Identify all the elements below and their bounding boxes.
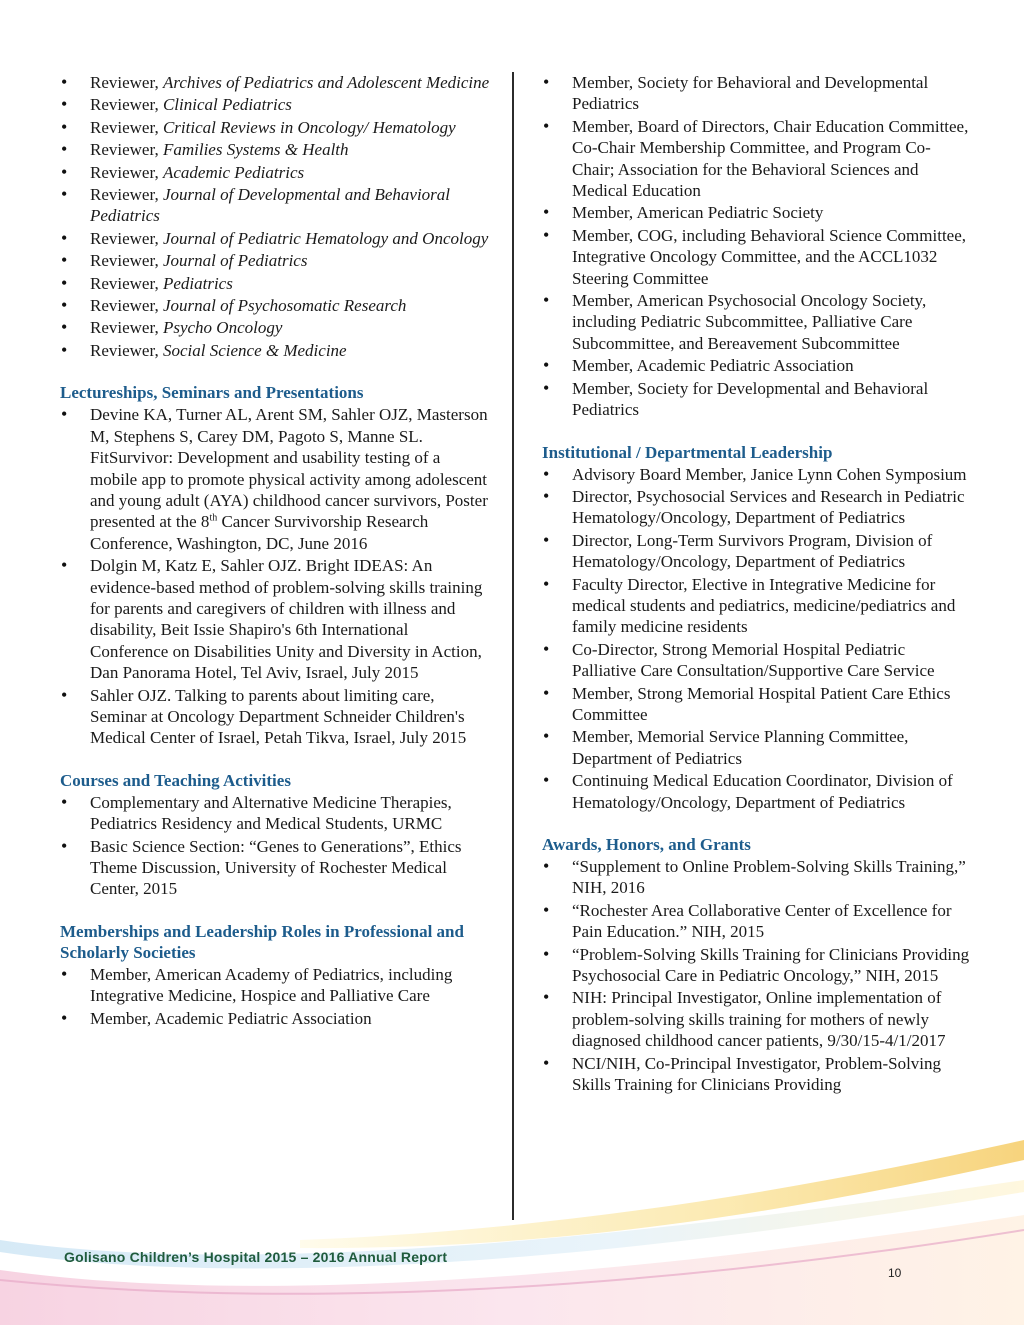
section-heading-courses: Courses and Teaching Activities (60, 770, 291, 790)
list-item: • NIH: Principal Investigator, Online implementation of problem-solving skills training for mothers of newly diagnosed childhood cancer patients, 9/30/15-4/1/2017 (542, 987, 972, 1051)
right-column (542, 72, 972, 1096)
list-item: • Reviewer, Journal of Pediatric Hematology and Oncology (60, 228, 490, 249)
list-item: • Member, Academic Pediatric Association (60, 1008, 490, 1029)
list-item: • Director, Psychosocial Services and Research in Pediatric Hematology/Oncology, Department of Pediatrics (542, 486, 972, 529)
list-item: • Advisory Board Member, Janice Lynn Cohen Symposium (542, 464, 972, 485)
memberships-list-left (60, 964, 490, 1029)
list-item: • Reviewer, Critical Reviews in Oncology/ Hematology (60, 117, 490, 138)
list-item: • Member, Society for Developmental and Behavioral Pediatrics (542, 378, 972, 421)
lectureships-list (60, 404, 490, 749)
list-item: • Devine KA, Turner AL, Arent SM, Sahler OJZ, Masterson M, Stephens S, Carey DM, Pagoto S, Manne SL. FitSurvivor: Development and usability testing of a mobile app to promote physical activity among adolescent and young adult (AYA) childhood cancer survivors, Poster presented at the 8th Cancer Survivorship Research Conference, Washington, DC, June 2016 (60, 404, 490, 554)
list-item: • Reviewer, Academic Pediatrics (60, 162, 490, 183)
reviewer-list (60, 72, 490, 361)
column-divider (512, 72, 514, 1220)
institutional-list (542, 464, 972, 814)
list-item: • Reviewer, Journal of Psychosomatic Research (60, 295, 490, 316)
list-item: • Reviewer, Clinical Pediatrics (60, 94, 490, 115)
list-item: • Continuing Medical Education Coordinator, Division of Hematology/Oncology, Department of Pediatrics (542, 770, 972, 813)
list-item: • Reviewer, Families Systems & Health (60, 139, 490, 160)
list-item: • “Rochester Area Collaborative Center of Excellence for Pain Education.” NIH, 2015 (542, 900, 972, 943)
awards-list (542, 856, 972, 1095)
list-item: • Member, Memorial Service Planning Committee, Department of Pediatrics (542, 726, 972, 769)
memberships-list-right (542, 72, 972, 421)
list-item: • Member, Society for Behavioral and Developmental Pediatrics (542, 72, 972, 115)
footer-report-title: Golisano Children’s Hospital 2015 – 2016 Annual Report (64, 1249, 448, 1265)
list-item: • NCI/NIH, Co-Principal Investigator, Problem-Solving Skills Training for Clinicians Providing (542, 1053, 972, 1096)
section-heading-awards: Awards, Honors, and Grants (542, 835, 751, 854)
list-item: • Member, Strong Memorial Hospital Patient Care Ethics Committee (542, 683, 972, 726)
list-item: • Member, Academic Pediatric Association (542, 355, 972, 376)
list-item: • Reviewer, Pediatrics (60, 273, 490, 294)
courses-list (60, 792, 490, 900)
list-item: • Reviewer, Social Science & Medicine (60, 340, 490, 361)
list-item: • Director, Long-Term Survivors Program, Division of Hematology/Oncology, Department of Pediatrics (542, 530, 972, 573)
list-item: • Member, COG, including Behavioral Science Committee, Integrative Oncology Committee, and the ACCL1032 Steering Committee (542, 225, 972, 289)
list-item: • Reviewer, Journal of Pediatrics (60, 250, 490, 271)
list-item: • Co-Director, Strong Memorial Hospital Pediatric Palliative Care Consultation/Supportive Care Service (542, 639, 972, 682)
list-item: • Member, Board of Directors, Chair Education Committee, Co-Chair Membership Committee, and Program Co-Chair; Association for the Behavioral Sciences and Medical Education (542, 116, 972, 202)
list-item: • “Supplement to Online Problem-Solving Skills Training,” NIH, 2016 (542, 856, 972, 899)
list-item: • Basic Science Section: “Genes to Generations”, Ethics Theme Discussion, University of Rochester Medical Center, 2015 (60, 836, 490, 900)
page-number: 10 (888, 1266, 902, 1280)
list-item: • Reviewer, Archives of Pediatrics and Adolescent Medicine (60, 72, 490, 93)
list-item: • Sahler OJZ. Talking to parents about limiting care, Seminar at Oncology Department Schneider Children's Medical Center of Israel, Petah Tikva, Israel, July 2015 (60, 685, 490, 749)
list-item: • Member, American Academy of Pediatrics, including Integrative Medicine, Hospice and Palliative Care (60, 964, 490, 1007)
section-heading-memberships: Memberships and Leadership Roles in Professional and Scholarly Societies (60, 921, 464, 962)
list-item: • Reviewer, Psycho Oncology (60, 317, 490, 338)
section-heading-lectureships: Lectureships, Seminars and Presentations (60, 383, 364, 403)
list-item: • Faculty Director, Elective in Integrative Medicine for medical students and pediatrics, medicine/pediatrics and family medicine residents (542, 574, 972, 638)
list-item: • “Problem-Solving Skills Training for Clinicians Providing Psychosocial Care in Pediatric Oncology,” NIH, 2015 (542, 944, 972, 987)
list-item: • Dolgin M, Katz E, Sahler OJZ. Bright IDEAS: An evidence-based method of problem-solving skills training for parents and caregivers of children with illness and disability, Beit Issie Shapiro's 6th International Conference on Disabilities Unity and Diversity in Action, Dan Panorama Hotel, Tel Aviv, Israel, July 2015 (60, 555, 490, 683)
list-item: • Member, American Pediatric Society (542, 202, 972, 223)
list-item: • Complementary and Alternative Medicine Therapies, Pediatrics Residency and Medical Students, URMC (60, 792, 490, 835)
section-heading-institutional: Institutional / Departmental Leadership (542, 442, 833, 462)
left-column (60, 72, 490, 1030)
list-item: • Member, American Psychosocial Oncology Society, including Pediatric Subcommittee, Palliative Care Subcommittee, and Bereavement Subcommittee (542, 290, 972, 354)
list-item: • Reviewer, Journal of Developmental and Behavioral Pediatrics (60, 184, 490, 227)
